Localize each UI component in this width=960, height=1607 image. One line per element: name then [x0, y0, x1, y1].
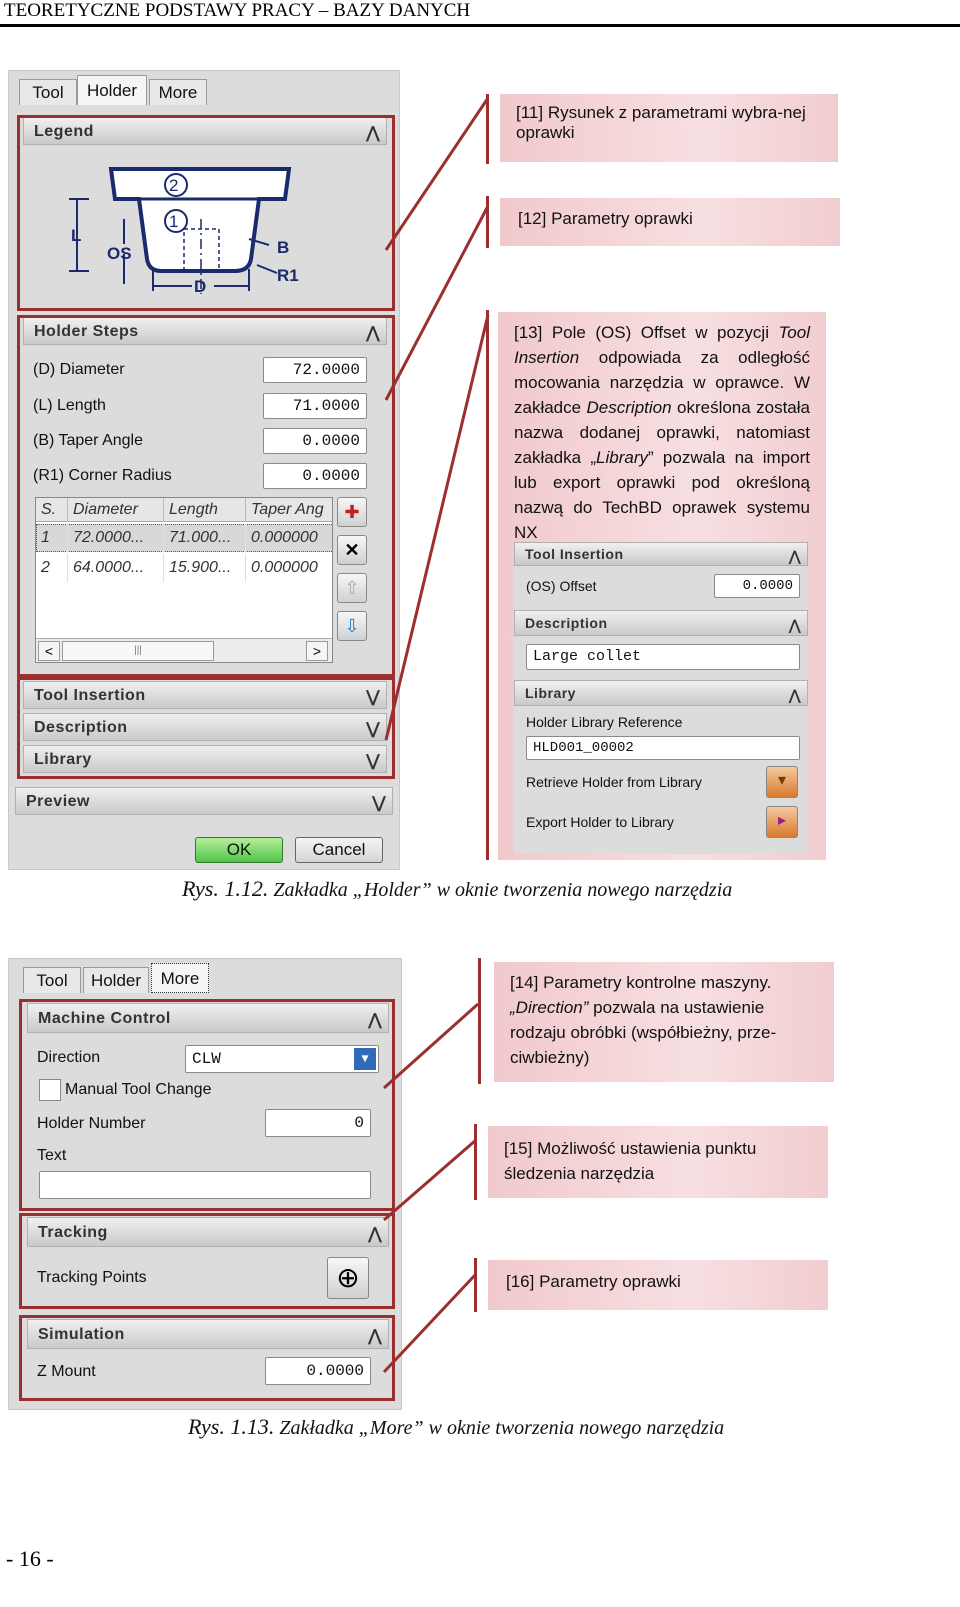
callout-13-italic: Tool Insertion	[514, 323, 810, 367]
simulation-red-frame	[19, 1315, 395, 1401]
tab-more[interactable]: More	[149, 79, 207, 105]
direction-label: Direction	[37, 1049, 101, 1066]
table-cell: 2	[36, 554, 68, 582]
chevron-down-icon[interactable]: ⋁	[372, 795, 386, 812]
delete-row-icon[interactable]: ✕	[337, 535, 367, 565]
text-label: Text	[37, 1147, 67, 1164]
legend-label-1: 1	[169, 212, 179, 231]
table-cell: 1	[36, 524, 68, 552]
table-header-s[interactable]: S.	[36, 498, 68, 522]
header-rule	[0, 24, 960, 27]
description-title: Description	[34, 719, 128, 736]
tab-holder[interactable]: Holder	[77, 75, 147, 105]
chevron-up-icon[interactable]: ⋀	[789, 617, 801, 633]
callout-14-text: [14] Parametry kontrolne maszyny.	[510, 973, 772, 992]
callout-bar-16	[474, 1258, 477, 1312]
page-header-title: TEORETYCZNE PODSTAWY PRACY – BAZY DANYCH	[4, 0, 471, 21]
table-cell: 72.0000...	[68, 524, 164, 552]
table-cell: 0.000000	[246, 554, 333, 582]
callout-13-text	[514, 320, 810, 545]
holder-dialog	[8, 70, 400, 870]
callout-11	[500, 94, 838, 162]
holder-number-input[interactable]: 0	[265, 1109, 371, 1137]
caption-number: Rys. 1.13.	[188, 1414, 275, 1439]
retrieve-holder-label: Retrieve Holder from Library	[526, 774, 702, 790]
chevron-up-icon[interactable]: ⋀	[789, 548, 801, 564]
inset-tool-insertion-header[interactable]	[514, 542, 808, 566]
callout-13-italic: Description	[586, 398, 672, 417]
direction-value: CLW	[192, 1050, 221, 1068]
callout-13-suffix: ” pozwala na import lub export oprawki pod określoną nazwą do TechBD oprawek systemu NX	[514, 448, 810, 542]
callout-15	[488, 1126, 828, 1198]
callout-bar-14	[478, 958, 481, 1084]
diameter-label: (D) Diameter	[33, 361, 125, 378]
tracking-points-crosshair-icon[interactable]: ⊕	[327, 1257, 369, 1299]
inset-tool-insertion-title: Tool Insertion	[525, 546, 624, 562]
callout-bar-12	[486, 196, 489, 248]
corner-radius-input[interactable]: 0.0000	[263, 463, 367, 489]
holder-library-reference-input[interactable]: HLD001_00002	[526, 736, 800, 760]
table-header-taper[interactable]: Taper Ang	[246, 498, 333, 522]
table-cell: 15.900...	[164, 554, 246, 582]
machine-control-title: Machine Control	[38, 1010, 171, 1027]
chevron-up-icon[interactable]: ⋀	[366, 325, 380, 342]
move-down-icon[interactable]: ⇩	[337, 611, 367, 641]
callout-13	[498, 312, 826, 860]
corner-radius-label: (R1) Corner Radius	[33, 467, 172, 484]
chevron-down-icon[interactable]: ⋁	[366, 689, 380, 706]
inset-dialog	[514, 542, 808, 854]
chevron-up-icon[interactable]: ⋀	[789, 687, 801, 703]
legend-label-2: 2	[169, 176, 179, 195]
scroll-left-arrow-icon[interactable]: <	[38, 641, 60, 661]
ok-button[interactable]: OK	[195, 837, 283, 863]
description-input[interactable]: Large collet	[526, 644, 800, 670]
taper-angle-label: (B) Taper Angle	[33, 432, 143, 449]
table-header-diameter[interactable]: Diameter	[68, 498, 164, 522]
callout-16-text: [16] Parametry oprawki	[506, 1272, 681, 1291]
add-row-icon[interactable]: ✚	[337, 497, 367, 527]
more-dialog	[8, 958, 402, 1410]
callout-13-prefix: [13] Pole (OS) Offset w pozycji	[514, 323, 779, 342]
callout-13-italic: Library	[596, 448, 648, 467]
retrieve-holder-icon[interactable]: ▾	[766, 766, 798, 798]
tab-tool[interactable]: Tool	[19, 79, 77, 105]
callout-12-text: [12] Parametry oprawki	[518, 209, 693, 228]
os-offset-input[interactable]: 0.0000	[714, 574, 800, 598]
tracking-red-frame	[19, 1213, 395, 1309]
cancel-button[interactable]: Cancel	[295, 837, 383, 863]
holder-steps-red-frame	[17, 315, 395, 677]
inset-library-title: Library	[525, 685, 576, 701]
taper-angle-input[interactable]: 0.0000	[263, 428, 367, 454]
table-cell: 0.000000	[246, 524, 333, 552]
tab-holder[interactable]: Holder	[83, 967, 149, 993]
diameter-input[interactable]: 72.0000	[263, 357, 367, 383]
figure-caption-1-12	[182, 876, 732, 902]
callout-14-text-b: pozwala na ustawienie rodzaju obróbki (współbieżny, prze-ciwbieżny)	[510, 998, 777, 1067]
holder-library-reference-label: Holder Library Reference	[526, 714, 683, 730]
caption-text: Zakładka „Holder” w oknie tworzenia nowego narzędzia	[268, 879, 733, 901]
table-cell: 71.000...	[164, 524, 246, 552]
tracking-title: Tracking	[38, 1224, 108, 1241]
os-offset-label: (OS) Offset	[526, 578, 597, 594]
table-header-length[interactable]: Length	[164, 498, 246, 522]
chevron-down-icon[interactable]: ⋁	[366, 721, 380, 738]
callout-bar-15	[474, 1124, 477, 1200]
callout-11-text: [11] Rysunek z parametrami wybra-nej oprawki	[516, 103, 806, 142]
length-input[interactable]: 71.0000	[263, 393, 367, 419]
legend-label-os: OS	[107, 244, 132, 263]
inset-description-header[interactable]	[514, 610, 808, 636]
chevron-up-icon[interactable]: ⋀	[368, 1328, 382, 1345]
legend-label-d: D	[194, 277, 207, 296]
caption-text: Zakładka „More” w oknie tworzenia nowego narzędzia	[274, 1417, 725, 1439]
library-title: Library	[34, 751, 92, 768]
simulation-title: Simulation	[38, 1326, 125, 1343]
scroll-thumb[interactable]: |||	[62, 641, 214, 661]
callout-15-text: [15] Możliwość ustawienia punktu śledzenia narzędzia	[504, 1139, 757, 1183]
legend-label-b: B	[277, 238, 290, 257]
legend-title: Legend	[34, 123, 94, 140]
dropdown-arrow-icon[interactable]: ▼	[354, 1048, 376, 1070]
tool-insertion-title: Tool Insertion	[34, 687, 146, 704]
export-holder-icon[interactable]: ▸	[766, 806, 798, 838]
tab-tool[interactable]: Tool	[23, 967, 81, 993]
z-mount-input[interactable]: 0.0000	[265, 1357, 371, 1385]
machine-control-red-frame	[19, 999, 395, 1211]
chevron-up-icon[interactable]: ⋀	[368, 1012, 382, 1029]
scroll-right-arrow-icon[interactable]: >	[306, 641, 328, 661]
callout-12	[500, 198, 840, 246]
legend-label-l: L	[71, 226, 82, 245]
page-number: - 16 -	[6, 1546, 54, 1571]
legend-red-frame	[17, 115, 395, 311]
figure-caption-1-13	[188, 1414, 724, 1440]
callout-14	[494, 962, 834, 1082]
caption-number: Rys. 1.12.	[182, 876, 269, 901]
preview-section-header[interactable]	[15, 787, 393, 815]
callout-13-mid: określona została nazwa dodanej oprawki, natomiast zakładka „	[514, 398, 810, 467]
manual-tool-change-label: Manual Tool Change	[65, 1081, 212, 1098]
preview-title: Preview	[26, 793, 90, 810]
move-up-icon[interactable]: ⇧	[337, 573, 367, 603]
legend-label-r1: R1	[277, 266, 299, 285]
callout-bar-13	[486, 310, 489, 860]
z-mount-label: Z Mount	[37, 1363, 96, 1380]
chevron-down-icon[interactable]: ⋁	[366, 753, 380, 770]
inset-library-header[interactable]	[514, 680, 808, 706]
export-holder-label: Export Holder to Library	[526, 814, 674, 830]
holder-number-label: Holder Number	[37, 1115, 146, 1132]
holder-steps-title: Holder Steps	[34, 323, 139, 340]
callout-16	[488, 1260, 828, 1310]
chevron-up-icon[interactable]: ⋀	[366, 125, 380, 142]
table-cell: 64.0000...	[68, 554, 164, 582]
tracking-points-label: Tracking Points	[37, 1269, 147, 1286]
callout-connectors-fig12	[380, 90, 510, 750]
callout-14-italic: „Direction”	[510, 998, 589, 1017]
tab-more[interactable]: More	[151, 963, 209, 993]
chevron-up-icon[interactable]: ⋀	[368, 1226, 382, 1243]
length-label: (L) Length	[33, 397, 106, 414]
callout-13-mid: odpowiada za odległość mocowania narzędzia w oprawce. W zakładce	[514, 348, 810, 417]
inset-description-title: Description	[525, 615, 608, 631]
callout-bar-11	[486, 94, 489, 164]
collapsed-sections-red-frame	[17, 677, 395, 779]
